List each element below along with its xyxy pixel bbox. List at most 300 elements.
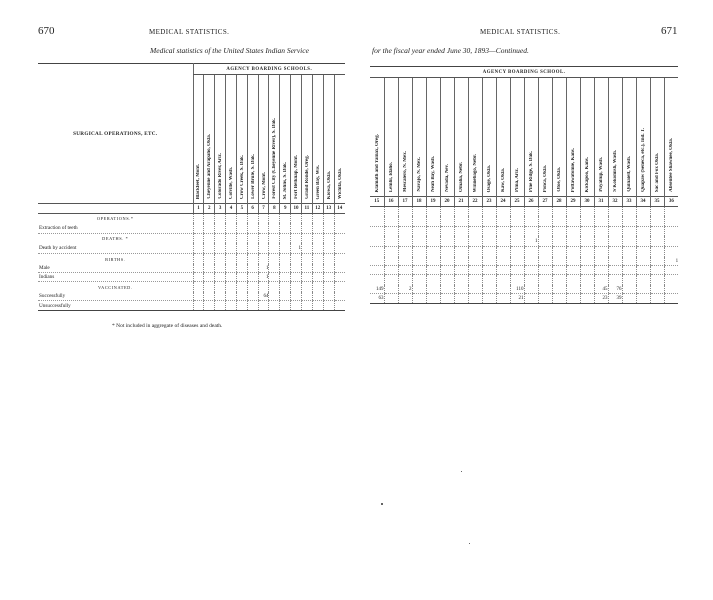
- column-number: 1: [193, 204, 204, 214]
- data-cell: [280, 301, 291, 311]
- column-name: Cheyenne and Arapaho, Okla.: [207, 134, 213, 199]
- data-cell: [664, 207, 678, 217]
- column-number: 12: [312, 204, 323, 214]
- data-cell: [594, 236, 608, 247]
- data-cell: [215, 243, 226, 254]
- data-cell: [636, 247, 650, 258]
- table-row: [370, 294, 678, 304]
- data-cell: [426, 207, 440, 217]
- data-cell: [280, 214, 291, 224]
- data-cell: [426, 266, 440, 275]
- data-cell: [552, 227, 566, 237]
- data-cell: [566, 294, 580, 304]
- data-cell: [412, 247, 426, 258]
- data-cell: [236, 292, 247, 301]
- column-name: Osage, Okla.: [487, 164, 492, 192]
- column-header: [426, 78, 440, 197]
- data-cell: [454, 294, 468, 304]
- data-cell: [247, 292, 258, 301]
- column-header: [291, 75, 302, 204]
- data-cell: [334, 223, 345, 234]
- data-cell: [566, 236, 580, 247]
- column-name: Pima, Ariz.: [515, 167, 520, 192]
- data-cell: [384, 207, 398, 217]
- data-cell: [482, 275, 496, 286]
- table-row: [370, 227, 678, 237]
- data-cell: [468, 294, 482, 304]
- column-name: Winnebago, Nebr.: [473, 153, 478, 192]
- data-cell: [482, 257, 496, 266]
- section-row: [38, 282, 345, 293]
- section-row: [38, 214, 345, 224]
- column-name: Colville, Wash.: [228, 167, 234, 199]
- section-row: [38, 254, 345, 265]
- data-cell: [650, 247, 664, 258]
- data-cell: [468, 207, 482, 217]
- data-cell: [280, 273, 291, 282]
- data-cell: [636, 285, 650, 294]
- data-cell: 39: [608, 294, 622, 304]
- data-cell: [370, 236, 384, 247]
- data-cell: [193, 282, 204, 293]
- data-cell: [566, 216, 580, 227]
- data-cell: [312, 292, 323, 301]
- data-cell: [622, 216, 636, 227]
- column-header: [301, 75, 312, 204]
- data-cell: 21: [510, 294, 524, 304]
- data-cell: [301, 214, 312, 224]
- data-cell: [580, 227, 594, 237]
- data-cell: [552, 285, 566, 294]
- data-cell: [398, 266, 412, 275]
- data-cell: [269, 243, 280, 254]
- data-cell: [323, 264, 334, 273]
- data-cell: [193, 254, 204, 265]
- column-number: 34: [636, 197, 650, 207]
- column-number: 32: [608, 197, 622, 207]
- column-header: [334, 75, 345, 204]
- data-cell: [247, 214, 258, 224]
- data-cell: [334, 301, 345, 311]
- data-cell: [334, 292, 345, 301]
- data-cell: [524, 294, 538, 304]
- column-name: Kaw, Okla.: [501, 167, 506, 192]
- data-cell: [594, 275, 608, 286]
- data-cell: [650, 275, 664, 286]
- table-row: [38, 301, 345, 311]
- data-cell: [247, 264, 258, 273]
- data-cell: 1: [524, 236, 538, 247]
- data-cell: [580, 257, 594, 266]
- data-cell: [608, 275, 622, 286]
- right-caption: for the fiscal year ended June 30, 1893—Continued.: [372, 46, 529, 55]
- column-header: [204, 75, 215, 204]
- data-cell: [412, 207, 426, 217]
- data-cell: [312, 243, 323, 254]
- column-number: 7: [258, 204, 269, 214]
- data-cell: [636, 227, 650, 237]
- column-number: 31: [594, 197, 608, 207]
- column-name: Omaha, Nebr.: [459, 162, 464, 192]
- column-number: 13: [323, 204, 334, 214]
- column-number: 2: [204, 204, 215, 214]
- data-cell: [594, 266, 608, 275]
- data-cell: [236, 301, 247, 311]
- column-header: [538, 78, 552, 197]
- data-cell: [370, 216, 384, 227]
- column-header: [552, 78, 566, 197]
- column-header: [580, 78, 594, 197]
- data-cell: [454, 236, 468, 247]
- data-cell: [384, 247, 398, 258]
- data-cell: [301, 254, 312, 265]
- row-label: Successfully: [38, 292, 193, 301]
- row-label: Indians: [38, 273, 193, 282]
- column-name: Fort Belknap, Mont.: [294, 155, 300, 199]
- data-cell: [215, 301, 226, 311]
- data-cell: [538, 285, 552, 294]
- data-cell: [269, 264, 280, 273]
- table-row: [370, 257, 678, 266]
- data-cell: [622, 257, 636, 266]
- table-row: [370, 207, 678, 217]
- column-number: 17: [398, 197, 412, 207]
- data-cell: [398, 207, 412, 217]
- data-cell: [580, 236, 594, 247]
- data-cell: [622, 275, 636, 286]
- data-cell: [496, 285, 510, 294]
- data-cell: [566, 257, 580, 266]
- column-number: 14: [334, 204, 345, 214]
- data-cell: [412, 266, 426, 275]
- data-cell: [552, 257, 566, 266]
- data-cell: [236, 254, 247, 265]
- data-cell: 110: [510, 285, 524, 294]
- column-header: [650, 78, 664, 197]
- data-cell: [291, 234, 302, 244]
- data-cell: [552, 207, 566, 217]
- data-cell: [301, 264, 312, 273]
- data-cell: [510, 257, 524, 266]
- table-row: [370, 275, 678, 286]
- data-cell: [226, 301, 237, 311]
- data-cell: [226, 292, 237, 301]
- data-cell: [334, 282, 345, 293]
- data-cell: [398, 275, 412, 286]
- data-cell: [370, 247, 384, 258]
- data-cell: [538, 236, 552, 247]
- data-cell: [510, 266, 524, 275]
- data-cell: [193, 234, 204, 244]
- data-cell: [440, 236, 454, 247]
- data-cell: [193, 264, 204, 273]
- column-header: [524, 78, 538, 197]
- data-cell: [608, 247, 622, 258]
- data-cell: [622, 207, 636, 217]
- label-column-title: SURGICAL OPERATIONS, ETC.: [73, 130, 158, 137]
- data-cell: [226, 234, 237, 244]
- data-cell: [291, 301, 302, 311]
- data-cell: [664, 227, 678, 237]
- column-number: 27: [538, 197, 552, 207]
- column-number: 11: [301, 204, 312, 214]
- data-cell: [594, 216, 608, 227]
- data-cell: [440, 294, 454, 304]
- data-cell: [226, 264, 237, 273]
- data-cell: [454, 207, 468, 217]
- data-cell: [482, 285, 496, 294]
- data-cell: [412, 294, 426, 304]
- data-cell: [204, 273, 215, 282]
- column-header: [608, 78, 622, 197]
- data-cell: 45: [594, 285, 608, 294]
- data-cell: [440, 247, 454, 258]
- data-cell: [301, 282, 312, 293]
- right-page-number: 671: [661, 25, 678, 37]
- row-label: Death by accident: [38, 243, 193, 254]
- data-cell: [236, 214, 247, 224]
- column-number: 33: [622, 197, 636, 207]
- section-heading: VACCINATED.: [97, 284, 133, 290]
- column-header: [226, 75, 237, 204]
- data-cell: [440, 285, 454, 294]
- data-cell: [496, 257, 510, 266]
- column-header: [398, 78, 412, 197]
- data-cell: [204, 264, 215, 273]
- data-cell: [384, 294, 398, 304]
- data-cell: [440, 227, 454, 237]
- data-cell: [323, 254, 334, 265]
- right-group-header: AGENCY BOARDING SCHOOL.: [370, 67, 678, 78]
- data-cell: [193, 243, 204, 254]
- column-name: Quinaielt, Wash.: [627, 156, 632, 192]
- data-cell: [193, 214, 204, 224]
- data-cell: [496, 247, 510, 258]
- data-cell: [468, 227, 482, 237]
- table-row: [370, 266, 678, 275]
- data-cell: [384, 285, 398, 294]
- data-cell: [236, 264, 247, 273]
- data-cell: [524, 227, 538, 237]
- column-number: 20: [440, 197, 454, 207]
- column-number: 16: [384, 197, 398, 207]
- data-cell: [468, 247, 482, 258]
- data-cell: [496, 207, 510, 217]
- column-name: Mescalero, N. Mex.: [403, 150, 408, 192]
- data-cell: [510, 247, 524, 258]
- data-cell: [580, 275, 594, 286]
- data-cell: [636, 257, 650, 266]
- data-cell: [398, 236, 412, 247]
- data-cell: [204, 223, 215, 234]
- data-cell: 1: [291, 243, 302, 254]
- data-cell: [454, 227, 468, 237]
- data-cell: [258, 254, 269, 265]
- data-cell: [269, 301, 280, 311]
- data-cell: [291, 264, 302, 273]
- data-cell: [204, 234, 215, 244]
- column-name: Colorado River, Ariz.: [218, 153, 224, 199]
- data-cell: [426, 275, 440, 286]
- data-cell: [524, 266, 538, 275]
- data-cell: [412, 285, 426, 294]
- data-cell: [482, 207, 496, 217]
- data-cell: [398, 294, 412, 304]
- data-cell: [370, 227, 384, 237]
- data-cell: [258, 234, 269, 244]
- column-header: [280, 75, 291, 204]
- data-cell: [269, 273, 280, 282]
- column-name: Navajo, N. Mex.: [417, 157, 422, 192]
- data-cell: [204, 254, 215, 265]
- data-cell: [608, 236, 622, 247]
- data-cell: [236, 282, 247, 293]
- column-number: 35: [650, 197, 664, 207]
- data-cell: [454, 266, 468, 275]
- data-cell: [398, 216, 412, 227]
- data-cell: [312, 214, 323, 224]
- data-cell: [247, 223, 258, 234]
- data-cell: [280, 223, 291, 234]
- column-name: Otoe, Okla.: [557, 167, 562, 192]
- data-cell: [226, 273, 237, 282]
- data-cell: [269, 214, 280, 224]
- data-cell: [636, 266, 650, 275]
- column-name: Puyallup, Wash.: [599, 157, 604, 192]
- data-cell: [204, 292, 215, 301]
- table-row: [38, 264, 345, 273]
- data-cell: [247, 301, 258, 311]
- column-header: [454, 78, 468, 197]
- data-cell: [538, 247, 552, 258]
- column-name: Lower Brulé, S. Dak.: [250, 154, 256, 199]
- data-cell: 76: [608, 285, 622, 294]
- column-name: Ponca, Okla.: [543, 164, 548, 192]
- data-cell: 23: [594, 294, 608, 304]
- data-cell: [247, 234, 258, 244]
- data-cell: [301, 273, 312, 282]
- column-name: Wichita, Okla.: [337, 167, 343, 199]
- column-header: [594, 78, 608, 197]
- data-cell: [323, 282, 334, 293]
- data-cell: [482, 247, 496, 258]
- column-header: [384, 78, 398, 197]
- data-cell: [538, 257, 552, 266]
- data-cell: [334, 214, 345, 224]
- data-cell: [426, 216, 440, 227]
- data-cell: [580, 247, 594, 258]
- column-name: Crow Creek, S. Dak.: [239, 155, 245, 199]
- data-cell: [384, 227, 398, 237]
- data-cell: [468, 216, 482, 227]
- scan-speck: [381, 503, 383, 505]
- data-cell: [510, 236, 524, 247]
- data-cell: [524, 257, 538, 266]
- data-cell: [269, 282, 280, 293]
- data-cell: [312, 282, 323, 293]
- data-cell: [280, 254, 291, 265]
- data-cell: [482, 227, 496, 237]
- data-cell: [440, 216, 454, 227]
- data-cell: [664, 236, 678, 247]
- column-name: Pine Ridge, S. Dak.: [529, 150, 534, 192]
- data-cell: [215, 223, 226, 234]
- data-cell: [608, 207, 622, 217]
- data-cell: [426, 257, 440, 266]
- data-cell: [334, 234, 345, 244]
- data-cell: [280, 264, 291, 273]
- data-cell: [650, 236, 664, 247]
- data-cell: [269, 234, 280, 244]
- data-cell: [650, 285, 664, 294]
- data-cell: [538, 266, 552, 275]
- column-number: 26: [524, 197, 538, 207]
- data-cell: [650, 216, 664, 227]
- data-cell: [215, 214, 226, 224]
- data-cell: [269, 292, 280, 301]
- left-table: [38, 63, 345, 311]
- data-cell: [247, 282, 258, 293]
- data-cell: [468, 257, 482, 266]
- column-name: Quapaw (Seneca, etc.), Ind. T.: [641, 128, 646, 192]
- data-cell: [496, 227, 510, 237]
- data-cell: [538, 294, 552, 304]
- table-row: [370, 236, 678, 247]
- data-cell: [594, 207, 608, 217]
- column-header: [468, 78, 482, 197]
- data-cell: [384, 275, 398, 286]
- data-cell: 63: [370, 294, 384, 304]
- row-label: Unsuccessfully: [38, 301, 193, 311]
- column-name: Kiowa, Okla.: [326, 170, 332, 199]
- data-cell: [636, 275, 650, 286]
- data-cell: [323, 292, 334, 301]
- column-number: 22: [468, 197, 482, 207]
- data-cell: 1: [258, 264, 269, 273]
- data-cell: [323, 214, 334, 224]
- column-header: [193, 75, 204, 204]
- column-header: [323, 75, 334, 204]
- data-cell: [312, 254, 323, 265]
- column-number: 10: [291, 204, 302, 214]
- data-cell: [301, 243, 312, 254]
- data-cell: [312, 264, 323, 273]
- data-cell: [323, 223, 334, 234]
- data-cell: [384, 266, 398, 275]
- data-cell: [468, 266, 482, 275]
- data-cell: [608, 266, 622, 275]
- data-cell: [496, 275, 510, 286]
- data-cell: [650, 294, 664, 304]
- column-header: [636, 78, 650, 197]
- data-cell: [538, 275, 552, 286]
- data-cell: [426, 294, 440, 304]
- data-cell: [566, 247, 580, 258]
- data-cell: [496, 266, 510, 275]
- data-cell: [269, 223, 280, 234]
- data-cell: [622, 294, 636, 304]
- data-cell: [426, 227, 440, 237]
- scan-speck: [461, 471, 462, 472]
- data-cell: [215, 282, 226, 293]
- data-cell: [312, 223, 323, 234]
- section-row: [38, 234, 345, 244]
- data-cell: [398, 257, 412, 266]
- data-cell: [412, 257, 426, 266]
- data-cell: [370, 275, 384, 286]
- data-cell: [334, 264, 345, 273]
- data-cell: [193, 301, 204, 311]
